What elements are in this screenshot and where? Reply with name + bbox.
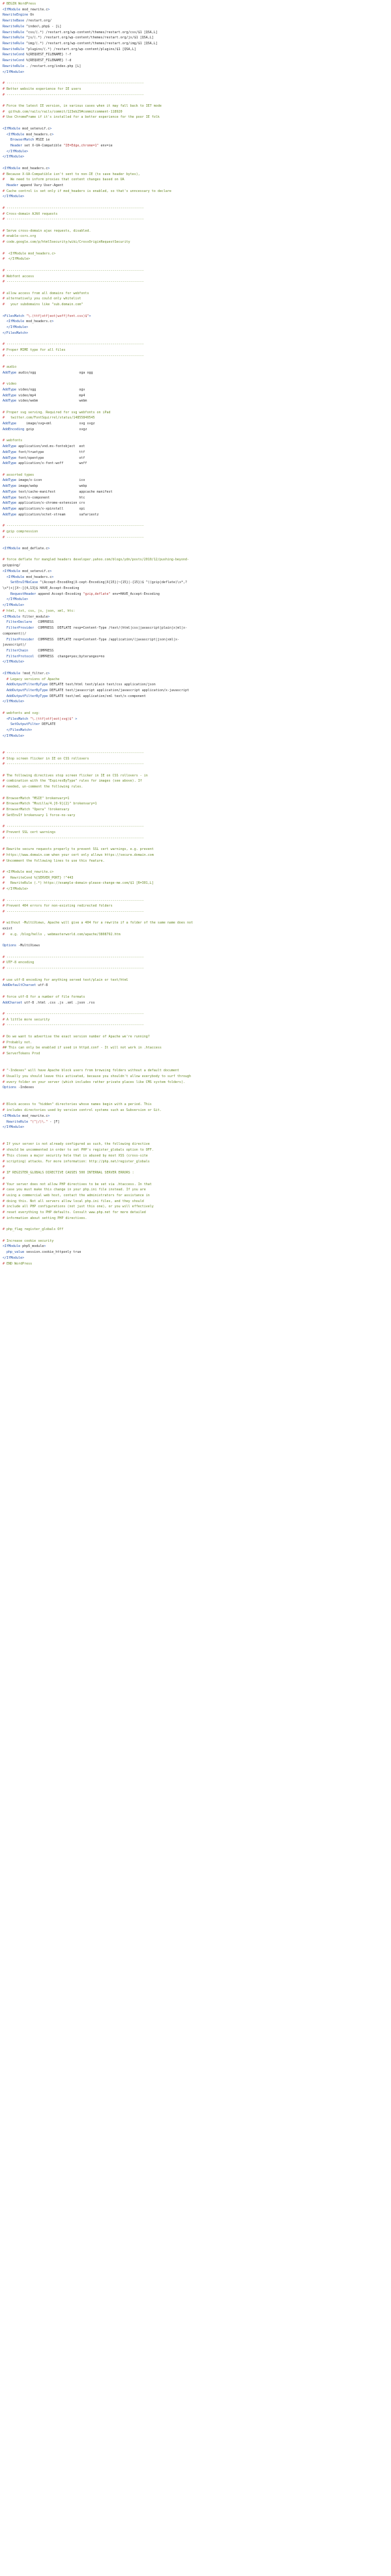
code-line: SetOutputFilter DEFLATE — [10, 722, 56, 727]
code-line: </IfModule> — [3, 700, 25, 704]
code-line — [3, 308, 391, 314]
code-line — [3, 938, 391, 944]
code-line: # ---------------------------------------------------------------------- — [3, 535, 144, 540]
code-line: AddType application/vnd.ms-fontobject eot — [3, 445, 85, 449]
code-line: # RewriteRule (.*) https://example-domain-please-change-me.com/$1 [R=301,L] — [3, 881, 154, 886]
code-line: # video — [3, 382, 17, 387]
code-line: # Your server does not allow PHP directives to be set via .htaccess. In that — [3, 1182, 152, 1186]
code-line: <IfModule mod_headers.c> — [3, 320, 54, 324]
code-line: # BrowserMatch "Mozilla/4.[0-9]{2}" brokenvary=1 — [3, 802, 97, 806]
code-line: <IfModule mod_setenvif.c> — [3, 126, 52, 131]
code-line: Header append Vary User-Agent — [7, 184, 64, 187]
code-line — [3, 1057, 391, 1063]
code-line — [3, 376, 391, 381]
code-line — [3, 1006, 391, 1011]
code-line: exist — [3, 927, 13, 931]
code-line: # use utf-8 encoding for anything served text/plain or text/html — [3, 978, 128, 982]
code-line: # UTF-8 encoding — [3, 961, 35, 965]
code-line: AddType image/webp webp — [3, 484, 87, 489]
code-line — [3, 433, 391, 439]
code-line: # <IfModule mod_rewrite.c> — [3, 870, 54, 874]
code-line: # Serve cross-domain ajax requests, disabled. — [3, 228, 91, 233]
code-line: # reset everything to PHP defaults. Consult www.php.net for more detailed — [3, 1211, 146, 1215]
code-line: AddType video/webm webm — [3, 399, 87, 404]
code-line: ## This can only be enabled if used in httpd.conf - It will not work in .htaccess — [3, 1046, 162, 1050]
code-line: FilterProvider COMPRESS DEFLATE resp=Content-Type /text/(html|css|javascript|plain|x(ml|x- — [7, 626, 187, 631]
code-line: # ---------------------------------------------------------------------- — [3, 762, 144, 767]
code-line: AddType video/mp4 mp4 — [3, 393, 85, 398]
code-line — [3, 1062, 391, 1068]
code-line: # force utf-8 for a number of file formats — [3, 994, 85, 999]
code-line — [3, 540, 391, 546]
code-line: </IfModule> — [3, 325, 29, 329]
code-line — [3, 404, 391, 410]
code-line: component))/ — [3, 631, 27, 636]
code-line: </IfModule> — [3, 149, 29, 154]
code-line: AddOutputFilterByType DEFLATE text/javascript application/javascript application/x-javascript — [7, 688, 189, 692]
code-line: SetEnvIfNoCase ^(Accept-EncodXng|X-cept-Encoding|X{15}|~{15}|-{15})$ ^((gzip|deflate)\s*,? — [10, 581, 187, 585]
code-line: # without -MultiViews, Apache will give a 404 for a rewrite if a folder of the same name does not — [3, 921, 193, 925]
code-line: </IfModule> — [3, 155, 25, 159]
code-line: # ---------------------------------------------------------------------- — [3, 524, 144, 528]
code-line: # html, txt, css, js, json, xml, htc: — [3, 609, 76, 613]
code-line — [3, 819, 391, 825]
code-line: # https://www.domain.com when your cert only allows https://secure.domain.com — [3, 853, 154, 857]
code-line: # ---------------------------------------------------------------------- — [3, 92, 144, 97]
code-line: # Do we want to advertise the exact version number of Apache we're running? — [3, 1034, 150, 1039]
code-line: # A little more security — [3, 1017, 50, 1022]
code-line: # END WordPress — [3, 1261, 33, 1266]
code-line — [3, 1097, 391, 1103]
code-line: AddType text/x-component htc — [3, 495, 85, 500]
code-line: # BrowserMatch "Opera" !brokenvary — [3, 808, 70, 812]
code-line: # BEGIN WordPress — [3, 2, 36, 6]
code-line: # </IfModule> — [3, 887, 29, 892]
code-line: </FilesMatch> — [3, 331, 29, 335]
code-line: # your subdomains like "sub.domain.com" — [3, 303, 83, 307]
code-line: FilterChain COMPRESS — [7, 648, 54, 653]
code-line: # webfonts and svg: — [3, 711, 40, 715]
code-line: # RewriteCond %{SERVER_PORT} !^443 — [3, 875, 74, 880]
code-line: # Cross-domain AJAX requests — [3, 212, 58, 216]
code-line — [3, 864, 391, 870]
code-line: # Better website experience for IE users — [3, 87, 81, 91]
code-line: # ---------------------------------------------------------------------- — [3, 966, 144, 971]
code-line — [3, 665, 391, 671]
code-line — [3, 1028, 391, 1034]
code-line: AddType application/octet-stream safariextz — [3, 512, 99, 517]
code-line: # include all PHP configurations (not just this one), or you will effectively — [3, 1205, 154, 1209]
code-line: AddOutputFilterByType DEFLATE text/xml application/xml text/x-component — [7, 694, 146, 698]
code-line — [3, 120, 391, 126]
code-line — [3, 262, 391, 268]
code-line: # ---------------------------------------------------------------------- — [3, 1023, 144, 1028]
code-line — [3, 989, 391, 994]
code-line: RewriteRule ^js/(.*) /restart.org/wp-content/themes/restart.org/js/$1 [QSA,L] — [3, 36, 154, 40]
code-line: # Use ChromeFrame if it's installed for a better experience for the poor IE folk — [3, 115, 160, 120]
code-line: AddOutputFilterByType DEFLATE text/html text/plain text/css application/json — [7, 683, 156, 687]
code-line: <IfModule mod_rewrite.c> — [3, 1114, 50, 1118]
code-line — [3, 972, 391, 978]
code-line: </IfModule> — [3, 660, 25, 665]
code-line — [3, 160, 391, 166]
code-line — [3, 790, 391, 796]
code-line: javascript)/ — [3, 643, 27, 648]
code-line: # ---------------------------------------------------------------------- — [3, 217, 144, 222]
code-line: # Uncomment the following lines to use this feature. — [3, 858, 105, 863]
code-line: # Force the latest IE version, in various cases when it may fall back to IE7 mode — [3, 103, 162, 108]
code-line: # ---------------------------------------------------------------------- — [3, 910, 144, 914]
code-line: # Proper svg serving. Required for svg webfonts on iPad — [3, 410, 111, 415]
code-line: # code.google.com/p/html5security/wiki/CrossOriginRequestSecurity — [3, 240, 130, 245]
code-line — [3, 285, 391, 291]
code-line: RewriteRule . /restart.org/index.php [L] — [3, 64, 81, 68]
code-line: # audio — [3, 365, 17, 369]
code-line — [3, 336, 391, 342]
code-line: # ---------------------------------------------------------------------- — [3, 750, 144, 755]
code-line: # github.com/rails/rails/commit/123eb25#commitcomment-118920 — [3, 109, 123, 114]
code-line — [3, 552, 391, 558]
code-line — [3, 517, 391, 523]
code-line: <IfModule mod_headers.c> — [3, 132, 54, 137]
code-line: php_value session.cookie_httponly true — [7, 1250, 81, 1255]
code-line: # Increase cookie security — [3, 1239, 54, 1243]
code-line: # assorted types — [3, 473, 35, 477]
code-line: </IfModule> — [3, 603, 25, 608]
code-line: # needed, un-comment the following rules. — [3, 785, 83, 789]
code-line: </IfModule> — [3, 1255, 25, 1260]
code-line — [3, 359, 391, 364]
code-line: # combination with the "ExpiresByType" rules for images (see above). If — [3, 779, 142, 784]
code-line: # ---------------------------------------------------------------------- — [3, 342, 144, 347]
code-line: RewriteRule ^css/(.*) /restart.org/wp-content/themes/restart.org/css/$1 [QSA,L] — [3, 30, 158, 34]
code-line: # should be uncommented in order to set PHP's register_globals option to OFF. — [3, 1148, 154, 1153]
code-line: AddType audio/ogg oga ogg — [3, 370, 93, 375]
code-line: # e.g. /blog/hello , webmasterworld.com/apache/3808792.htm — [3, 932, 121, 937]
code-line: AddEncoding gzip svgz — [3, 427, 87, 432]
code-line: # Prevent SSL cert warnings — [3, 830, 56, 834]
code-line: # Stop screen flicker in IE on CSS rollovers — [3, 756, 89, 761]
code-line: <IfModule mod_rewrite.c> — [3, 7, 50, 12]
code-line: AddType image/x-icon ico — [3, 478, 85, 483]
code-line — [3, 1091, 391, 1097]
code-line: RewriteRule ^img/(.*) /restart.org/wp-content/themes/restart.org/img/$1 [QSA,L] — [3, 42, 158, 46]
code-line: # twitter.com/FontSquirrel/status/14855840545 — [3, 416, 95, 420]
code-line — [3, 1130, 391, 1136]
code-line: # This closes a major security hole that is abused by most XSS (cross-site — [3, 1153, 148, 1158]
code-line — [3, 767, 391, 773]
code-line: # — [3, 1165, 5, 1170]
code-line: AddCharset utf-8 .html .css .js .xml .json .rss — [3, 1000, 95, 1005]
code-line: # <IfModule mod_headers.c> — [3, 251, 56, 256]
code-line: <IfModule mod_setenvif.c> — [3, 569, 52, 573]
code-line: AddType video/ogg ogv — [3, 387, 85, 392]
code-line — [3, 739, 391, 745]
code-line: # </IfModule> — [3, 257, 31, 262]
code-line: <IfModule mod_deflate.c> — [3, 547, 50, 551]
code-line — [3, 841, 391, 847]
code-line — [3, 1233, 391, 1239]
code-line — [3, 915, 391, 921]
code-line: AddDefaultCharset utf-8 — [3, 983, 48, 988]
code-line: # SetEnvIf brokenvary 1 force-no-vary — [3, 813, 76, 817]
code-line: # ServerTokens Prod — [3, 1051, 40, 1056]
code-line: RewriteCond %{REQUEST_FILENAME} !-d — [3, 59, 72, 63]
code-line: <IfModule filter_module> — [3, 614, 50, 619]
code-line — [3, 245, 391, 251]
code-line: </IfModule> — [3, 733, 25, 738]
code-line: RewriteRule ^plugins/(.*) /restart.org/wp-content/plugins/$1 [QSA,L] — [3, 47, 136, 51]
code-line: # scripting) attacks. For more information: http://php.net/register_globals — [3, 1159, 150, 1164]
code-line: # Legacy versions of Apache — [3, 677, 60, 681]
code-line — [3, 745, 391, 750]
code-line: <FilesMatch "\.(ttf|otf|eot|svg)$" > — [3, 717, 78, 721]
code-line: # Because X-UA-Compatible isn't sent to non-IE (to save header bytes), — [3, 172, 140, 176]
code-line: BrowserMatch MSIE ie — [10, 138, 50, 143]
code-line: gzipping/ — [3, 564, 21, 568]
code-line: # ---------------------------------------------------------------------- — [3, 81, 144, 86]
code-line — [3, 223, 391, 228]
code-line: # "-Indexes" will have Apache block users from browsing folders without a default document — [3, 1069, 179, 1073]
code-line — [3, 1136, 391, 1142]
code-line: # information about setting PHP directives. — [3, 1216, 87, 1220]
code-line: # gzip compression — [3, 529, 38, 534]
code-line: # Prevent 404 errors for non-existing redirected folders — [3, 904, 113, 909]
code-line — [3, 1222, 391, 1227]
code-line: RewriteRule ^index\.php$ - [L] — [3, 24, 62, 29]
code-line: # ---------------------------------------------------------------------- — [3, 955, 144, 959]
code-line: # Probably not. — [3, 1040, 33, 1045]
code-line: FilterDeclare COMPRESS — [7, 620, 54, 625]
code-line: Header set X-UA-Compatible "IE=Edge,chrome=1" env=ie — [10, 143, 113, 148]
code-line: <IfModule php5_module> — [3, 1244, 46, 1249]
code-line: RewriteRule "(^|/)\." - [F] — [7, 1119, 60, 1124]
code-line: RewriteCond %{REQUEST_FILENAME} !-f — [3, 53, 72, 57]
code-line: # BrowserMatch "MSIE" brokenvary=1 — [3, 796, 70, 801]
code-line: AddType application/x-chrome-extension crx — [3, 501, 85, 506]
code-line: Options -Indexes — [3, 1086, 35, 1090]
code-line: # Webfont access — [3, 274, 35, 279]
code-line: </FilesMatch> — [3, 728, 33, 732]
code-line: </IfModule> — [3, 1125, 25, 1130]
code-line: AddType application/x-xpinstall xpi — [3, 506, 85, 511]
code-line: AddType application/x-font-woff woff — [3, 461, 87, 466]
code-line: RewriteBase /restart.org/ — [3, 19, 52, 23]
code-line: # force deflate for mangled headers developer.yahoo.com/blogs/ydn/posts/2010/12/pushing-beyond- — [3, 558, 189, 562]
code-line — [3, 200, 391, 206]
code-line: FilterProvider COMPRESS DEFLATE resp=Content-Type /application/(javascript|json|xml|x- — [7, 637, 179, 642]
code-line: </IfModule> — [3, 195, 25, 199]
code-line — [3, 98, 391, 103]
code-line: AddType font/truetype ttf — [3, 450, 85, 454]
code-line: # Proper MIME type for all files — [3, 348, 66, 352]
code-line — [3, 467, 391, 473]
code-line: # webfonts — [3, 439, 23, 443]
code-line — [3, 705, 391, 711]
code-line: # The following directives stop screen flicker in IE on CSS rollovers - in — [3, 773, 148, 778]
code-line: # ---------------------------------------------------------------------- — [3, 836, 144, 840]
code-line: <IfModule mod_headers.c> — [3, 575, 54, 579]
code-line: # If your server is not already configured as such, the following directive — [3, 1142, 150, 1147]
code-line: # — [3, 1176, 5, 1181]
code-line: # every folder on your server (which includes rather private places like CMS system folders). — [3, 1080, 185, 1084]
code-line: # Rewrite secure requests properly to prevent SSL cert warnings, e.g. prevent — [3, 847, 154, 852]
code-line: # ---------------------------------------------------------------------- — [3, 1011, 144, 1016]
code-line: # enable-cors.org — [3, 234, 36, 239]
code-line: # using a commercial web host, contact the administrators for assistance in — [3, 1193, 150, 1198]
code-line: # ---------------------------------------------------------------------- — [3, 206, 144, 210]
code-line: FilterProtocol COMPRESS change=yes;byteranges=no — [7, 654, 105, 659]
code-line: RewriteEngine On — [3, 13, 35, 18]
code-line: # Block access to "hidden" directories whose names begin with a period. This — [3, 1103, 152, 1107]
code-line: # ---------------------------------------------------------------------- — [3, 353, 144, 358]
code-line: # alternatively you could only whitelist — [3, 297, 81, 301]
code-line: # allow access from all domains for webfonts — [3, 291, 89, 295]
code-line — [3, 892, 391, 898]
code-line — [3, 949, 391, 955]
code-line: \s*)+|[X~-]{4,13}$ HAVE_Accept-Encoding — [3, 586, 80, 591]
code-line: # ---------------------------------------------------------------------- — [3, 268, 144, 273]
code-line: <IfModule !mod_filter.c> — [3, 671, 50, 676]
code-line: # php_flag register_globals Off — [3, 1227, 64, 1232]
code-line: # ---------------------------------------------------------------------- — [3, 898, 144, 903]
code-line: # Usually you should leave this activated, because you shouldn't allow everybody to surf through — [3, 1074, 191, 1078]
code-line: <FilesMatch "\.(ttf|otf|eot|woff|font.css)$"> — [3, 314, 91, 318]
code-line: AddType text/cache-manifest appcache manifest — [3, 489, 113, 494]
code-line: <IfModule mod_headers.c> — [3, 166, 50, 171]
code-line: AddType font/opentype otf — [3, 456, 85, 460]
code-line: # We need to inform proxies that content changes based on UA — [3, 178, 124, 182]
code-line: RequestHeader append Accept-Encoding "gzip,deflate" env=HAVE_Accept-Encoding — [10, 592, 160, 596]
code-line: # case you must make this change in your php.ini file instead. If you are — [3, 1188, 146, 1192]
code-line: </IfModule> — [3, 70, 25, 74]
code-line: # includes directories used by version control systems such as Subversion or Git. — [3, 1108, 162, 1113]
code-line: </IfModule> — [3, 597, 29, 602]
code-line: # Cache control is set only if mod_headers is enabled, so that's unncessary to declare — [3, 189, 171, 193]
code-line: # doing this. Not all servers allow local php.ini files, and they should — [3, 1199, 144, 1203]
code-line: # ---------------------------------------------------------------------- — [3, 825, 144, 829]
code-line: # IF REGISTER_GLOBALS DIRECTIVE CAUSES 500 INTERNAL SERVER ERRORS : — [3, 1171, 134, 1175]
code-line: AddType image/svg+xml svg svgz — [3, 422, 95, 426]
code-line: # ---------------------------------------------------------------------- — [3, 280, 144, 284]
code-line — [3, 75, 391, 81]
code-line: Options -MultiViews — [3, 944, 40, 948]
